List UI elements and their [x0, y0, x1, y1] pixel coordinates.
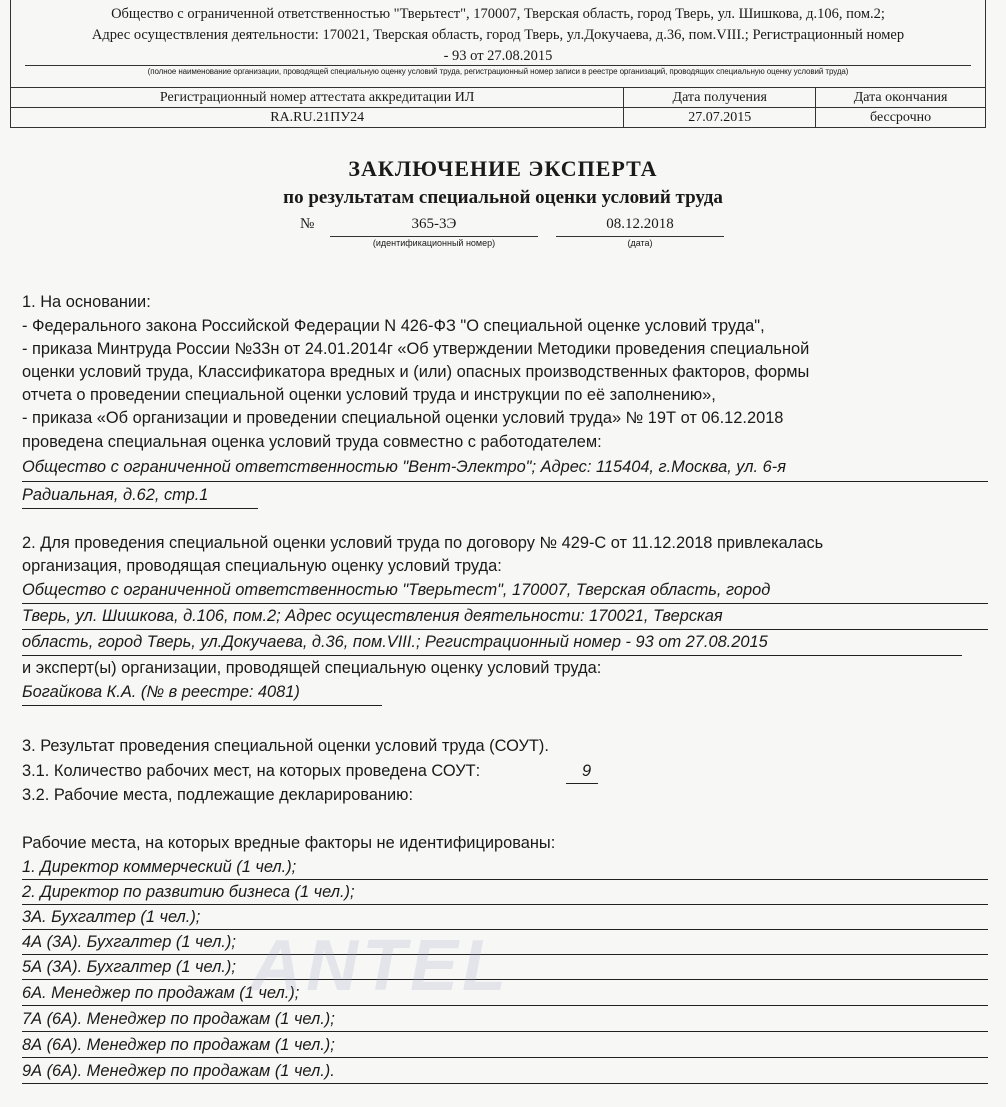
- id-number-caption: (идентификационный номер): [372, 238, 496, 248]
- section1-line: - приказа «Об организации и проведении специальной оценки условий труда» № 19Т от 06.12.2018: [22, 409, 784, 427]
- list-item: 9А (6А). Менеджер по продажам (1 чел.).: [22, 1062, 335, 1080]
- conclusion-date: 08.12.2018: [556, 216, 724, 237]
- section1-line: оценки условий труда, Классификатора вредных и (или) опасных производственных факторов, формы: [22, 363, 810, 381]
- id-number: 365-3Э: [330, 216, 538, 237]
- section1-line: отчета о проведении специальной оценки условий труда и инструкции по её заполнению»,: [22, 386, 716, 404]
- accreditation-table: [10, 88, 986, 128]
- org-line: - 93 от 27.08.2015: [443, 48, 553, 64]
- org-detail-line: Общество с ограниченной ответственностью "Тверьтест", 170007, Тверская область, город: [22, 581, 771, 599]
- accr-header-number: Регистрационный номер аттестата аккредитации ИЛ: [11, 88, 624, 108]
- list-item: 8А (6А). Менеджер по продажам (1 чел.);: [22, 1036, 335, 1054]
- org-line: Адрес осуществления деятельности: 170021, Тверская область, город Тверь, ул.Докучаева, д.36, пом.VIII.; Регистрационный номер: [91, 27, 905, 43]
- accr-received: 27.07.2015: [624, 108, 816, 128]
- table-row: [11, 88, 986, 108]
- section2-line: организация, проводящая специальную оценку условий труда:: [22, 557, 502, 575]
- accr-expiry: бессрочно: [816, 108, 986, 128]
- underline: [22, 1031, 988, 1032]
- org-header: [10, 0, 986, 88]
- org-caption: (полное наименование организации, проводящей специальную оценку условий труда, регистрационный номер записи в реестре организаций, проводящих специальную оценку условий труда): [147, 67, 849, 76]
- watermark-logo: ANTEL: [250, 926, 510, 1006]
- list-item: 2. Директор по развитию бизнеса (1 чел.);: [22, 883, 355, 901]
- accr-header-expiry: Дата окончания: [816, 88, 986, 108]
- underline: [22, 879, 988, 880]
- org-rule: [25, 65, 971, 66]
- underline: [22, 904, 988, 905]
- underline: [22, 1057, 988, 1058]
- section1-line: - приказа Минтруда России №33н от 24.01.2014г «Об утверждении Методики проведения специальной: [22, 340, 810, 358]
- underline: [22, 1005, 988, 1006]
- underline: [22, 481, 988, 482]
- underline: [566, 783, 598, 784]
- underline: [22, 1083, 988, 1084]
- underline: [22, 655, 962, 656]
- underline: [22, 929, 988, 930]
- list-item: 7А (6А). Менеджер по продажам (1 чел.);: [22, 1010, 335, 1028]
- section1-line: - Федерального закона Российской Федерации N 426-ФЗ "О специальной оценке условий труда",: [22, 317, 765, 335]
- declared-label: 3.2. Рабочие места, подлежащие декларированию:: [22, 786, 414, 804]
- number-label: №: [300, 216, 315, 232]
- org-detail-line: Тверь, ул. Шишкова, д.106, пом.2; Адрес осуществления деятельности: 170021, Тверская: [22, 607, 723, 625]
- accr-number: RA.RU.21ПУ24: [11, 108, 624, 128]
- list-item: 3А. Бухгалтер (1 чел.);: [22, 908, 201, 926]
- org-line: Общество с ограниченной ответственностью "Тверьтест", 170007, Тверская область, город Тверь, ул. Шишкова, д.106, пом.2;: [111, 6, 885, 22]
- list-item: 5А (3А). Бухгалтер (1 чел.);: [22, 958, 236, 976]
- table-row: [11, 108, 986, 128]
- section1-line: 1. На основании:: [22, 293, 151, 311]
- page-title: ЗАКЛЮЧЕНИЕ ЭКСПЕРТА: [348, 156, 658, 181]
- list-item: 4А (3А). Бухгалтер (1 чел.);: [22, 933, 236, 951]
- underline: [22, 705, 382, 706]
- underline: [22, 979, 988, 980]
- underline: [22, 603, 988, 604]
- org-header-text: [11, 4, 985, 67]
- underline: [22, 508, 258, 509]
- list-item: 6А. Менеджер по продажам (1 чел.);: [22, 984, 300, 1002]
- underline: [22, 954, 988, 955]
- expert-name: Богайкова К.А. (№ в реестре: 4081): [22, 683, 300, 701]
- employer-line: Радиальная, д.62, стр.1: [22, 486, 209, 504]
- section3-title: 3. Результат проведения специальной оценки условий труда (СОУТ).: [22, 737, 549, 755]
- count-value: 9: [582, 762, 592, 780]
- org-detail-line: область, город Тверь, ул.Докучаева, д.36, пом.VIII.; Регистрационный номер - 93 от 27.08.2015: [22, 633, 768, 651]
- accr-header-received: Дата получения: [624, 88, 816, 108]
- count-label: 3.1. Количество рабочих мест, на которых проведена СОУТ:: [22, 762, 481, 780]
- list-item: 1. Директор коммерческий (1 чел.);: [22, 858, 297, 876]
- underline: [22, 629, 988, 630]
- section2-line: 2. Для проведения специальной оценки условий труда по договору № 429-С от 11.12.2018 привлекалась: [22, 534, 824, 552]
- employer-line: Общество с ограниченной ответственностью "Вент-Электро"; Адрес: 115404, г.Москва, ул. 6-я: [22, 458, 786, 476]
- date-caption: (дата): [627, 238, 653, 248]
- expert-label: и эксперт(ы) организации, проводящей специальную оценку условий труда:: [22, 659, 602, 677]
- not-identified-label: Рабочие места, на которых вредные факторы не идентифицированы:: [22, 834, 556, 852]
- page-subtitle: по результатам специальной оценки условий труда: [283, 187, 723, 208]
- section1-line: проведена специальная оценка условий труда совместно с работодателем:: [22, 433, 602, 451]
